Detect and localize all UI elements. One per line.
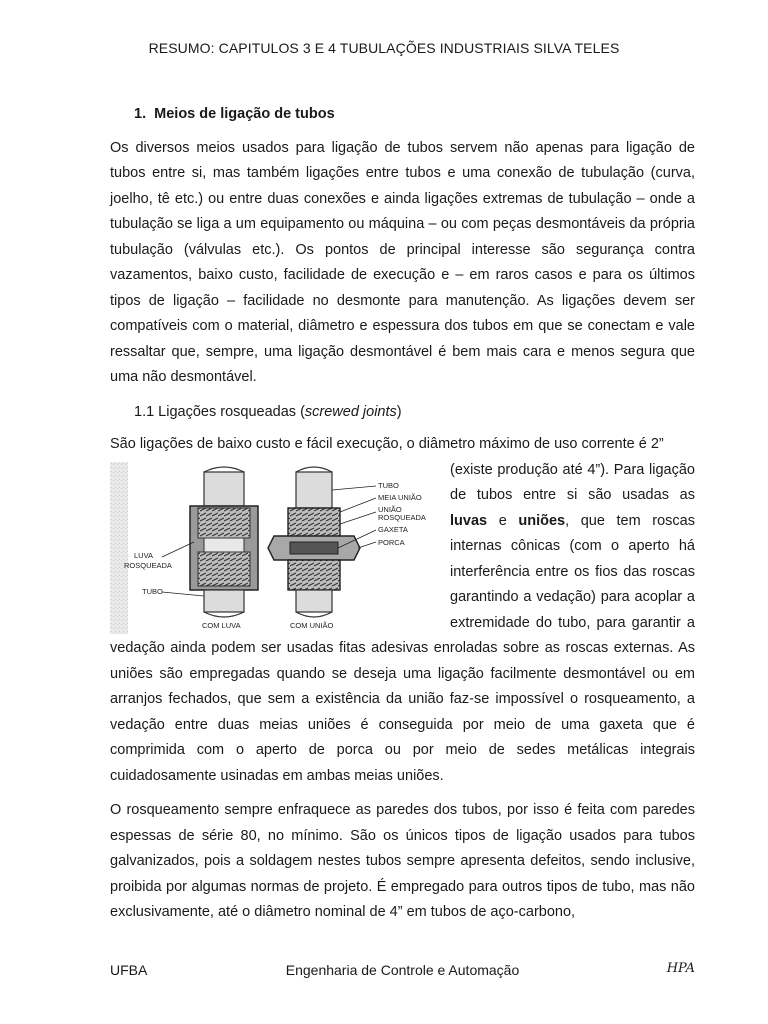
subsection-close: ) <box>396 403 402 420</box>
label-meia-uniao: MEIA UNIÃO <box>378 492 422 502</box>
subsection-label: 1.1 Ligações rosqueadas ( <box>134 403 305 420</box>
com-luva-assembly <box>190 467 258 617</box>
label-tubo: TUBO <box>378 480 399 490</box>
lead-line: São ligações de baixo custo e fácil execução, o diâmetro máximo de uso corrente é 2” <box>110 436 664 452</box>
bold-luvas: luvas <box>450 512 488 529</box>
label-com-uniao: COM UNIÃO <box>290 620 334 630</box>
label-luva: LUVA <box>134 550 154 560</box>
page-footer <box>110 962 695 982</box>
intro-paragraph: Os diversos meios usados para ligação de tubos servem não apenas para ligação de tubos entre si, mas também ligações entre tubos e uma conexão de tubulação (curva, joelho, tê etc.) ou entre duas conexões e ainda ligações extremas de tubulação – onde a tubulação se liga a um equipamento ou máquina – ou com peças desmontáveis da própria tubulação (válvulas etc.). Os pontos de principal interesse são segurança contra vazamentos, baixo custo, facilidade de execução e – em raros casos e para os últimos tipos de ligação – facilidade no desmonte para manutenção. As ligações devem ser compatíveis com o material, diâmetro e espessura dos tubos em que se conectam e vale ressaltar que, sempre, uma ligação desmontável é bem mais cara e menos segura que uma não desmontável. <box>110 139 695 385</box>
scan-edge <box>110 462 128 634</box>
com-uniao-assembly <box>268 467 360 617</box>
label-porca: PORCA <box>378 537 405 547</box>
subsection-italic: screwed joints <box>304 403 397 420</box>
joints-text-1: (existe produção até 4”). Para ligação de tubos entre si são usadas as <box>450 461 695 503</box>
footer-university: UFBA <box>110 962 148 978</box>
joints-text-2: , que tem roscas internas cônicas (com o aperto há interferência entre os fios das roscas garantindo a vedação) para acoplar a extremidade do tubo, para garantir a vedação ainda podem ser usadas fitas adesivas enroladas sobre as roscas externas. As uniões são empregadas quando se deseja uma ligação facilmente desmontável ou em arranjos fechados, que sem a existência da união faz-se impossível o rosqueamento, a vedação entre duas meias uniões é conseguida por meio de uma gaxeta que é comprimida com o aperto de porca ou por meio de sedes metálicas integrais cuidadosamente usinadas em ambas meias uniões. <box>110 512 695 784</box>
label-uniao-rosqueada: ROSQUEADA <box>378 512 426 522</box>
label-luva-rosqueada: ROSQUEADA <box>124 560 172 570</box>
document-body <box>110 102 695 926</box>
section-title: Meios de ligação de tubos <box>154 106 335 122</box>
subsection-heading <box>134 400 695 426</box>
footer-initials: HPA <box>666 961 695 976</box>
threading-paragraph: O rosqueamento sempre enfraquece as paredes dos tubos, por isso é feita com paredes espessas de série 80, no mínimo. São os únicos tipos de ligação usados para tubos galvanizados, pois a soldagem nestes tubos sempre apresenta defeitos, sendo inclusive, proibida por algumas normas de projeto. É empregado para outros tipos de tubo, mas não exclusivamente, até o diâmetro nominal de 4” em tubos de aço-carbono, <box>110 802 695 920</box>
bold-unioes: uniões <box>518 512 566 529</box>
threaded-joints-figure <box>110 462 440 634</box>
label-tubo-left: TUBO <box>142 586 163 596</box>
section-number: 1. <box>134 106 147 122</box>
joints-and: e <box>487 512 519 529</box>
label-com-luva: COM LUVA <box>202 620 241 630</box>
label-uniao: UNIÃO <box>378 504 402 514</box>
page-header: RESUMO: CAPITULOS 3 E 4 TUBULAÇÕES INDUSTRIAIS SILVA TELES <box>148 40 620 56</box>
section-heading <box>134 102 695 128</box>
footer-course: Engenharia de Controle e Automação <box>285 962 520 978</box>
label-gaxeta: GAXETA <box>378 524 408 534</box>
pipe-joint-diagram <box>110 462 440 634</box>
